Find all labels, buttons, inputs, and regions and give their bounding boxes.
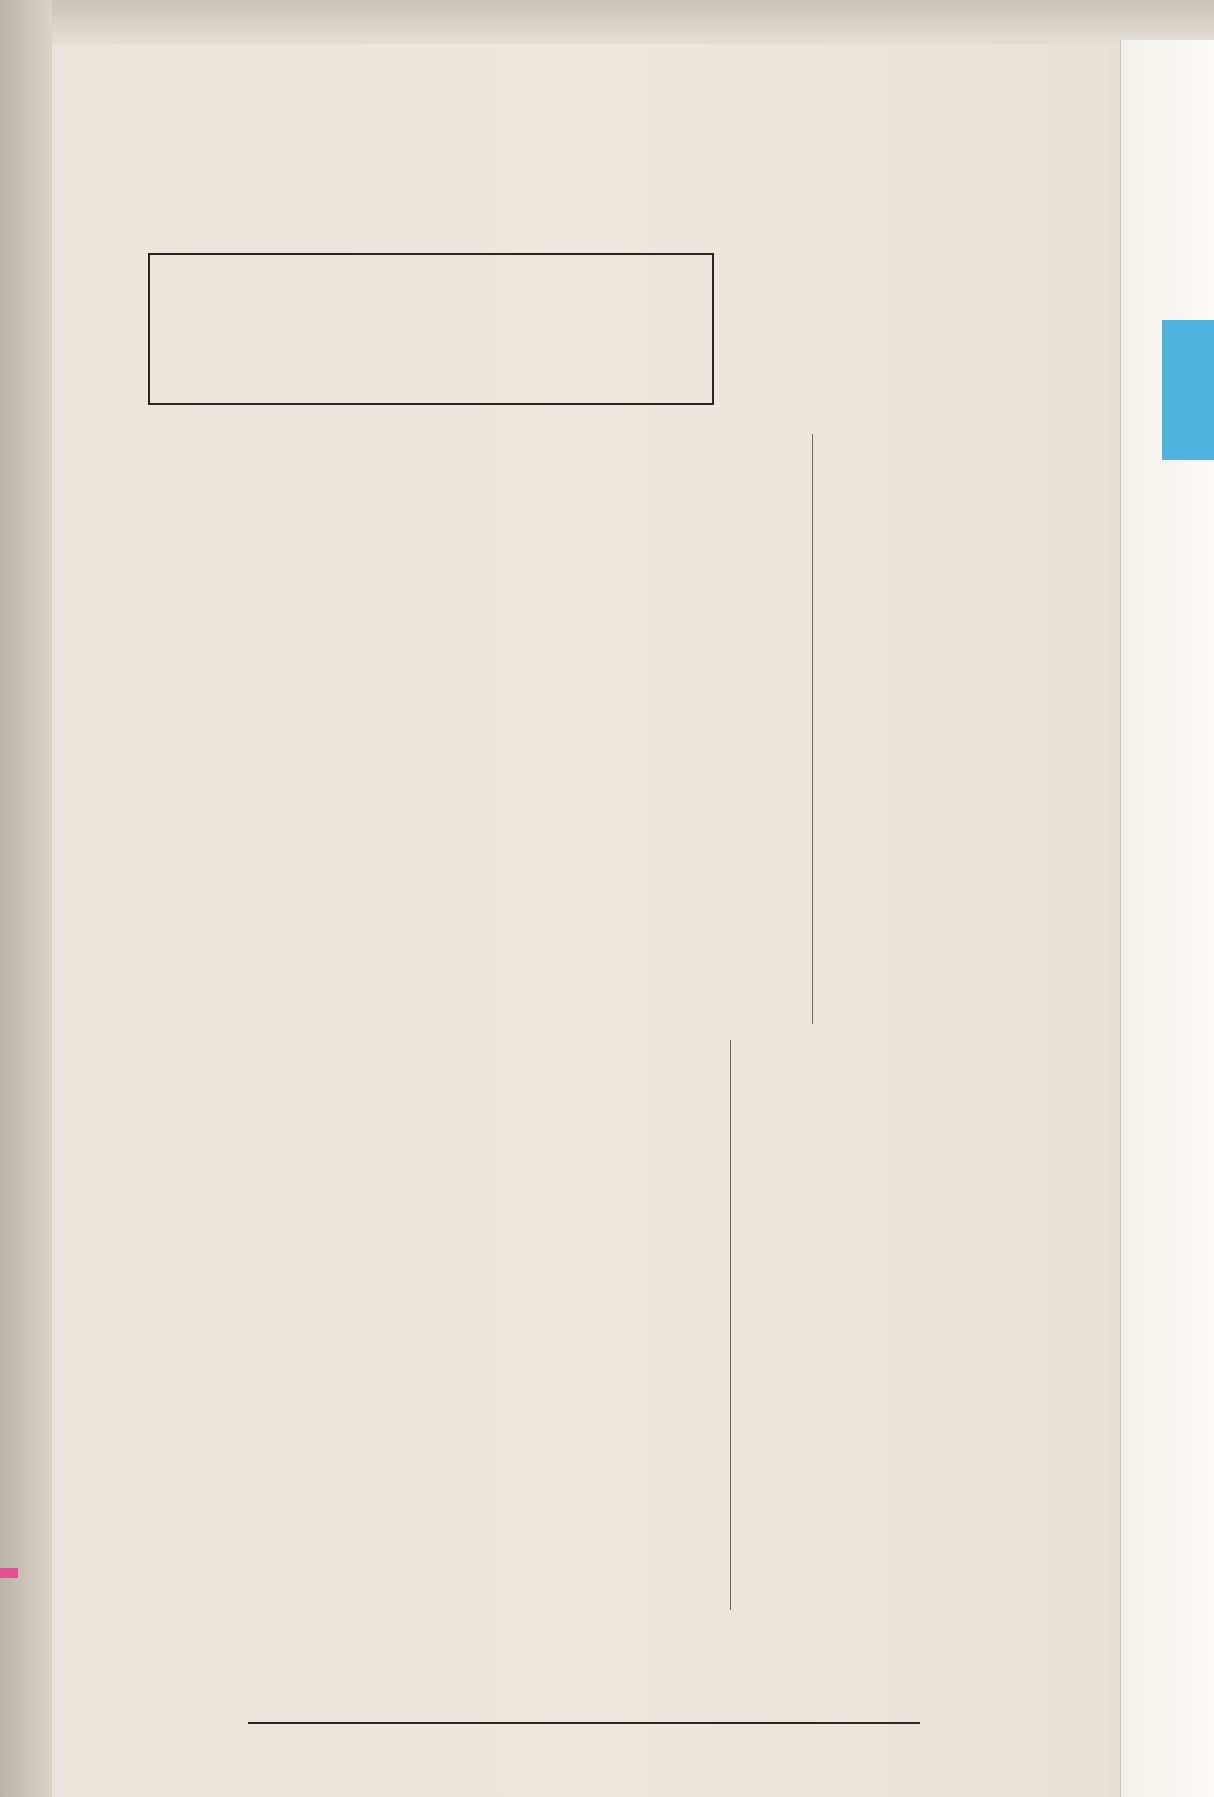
envelope-left-edge xyxy=(0,0,52,1797)
ruler-label xyxy=(1140,60,1200,320)
envelope-top-edge xyxy=(0,0,1214,44)
pink-mark xyxy=(0,1568,18,1578)
body-measurements-box xyxy=(148,253,714,405)
ruler-blue-block xyxy=(1162,320,1214,460)
divider-line xyxy=(730,1040,731,1610)
divider-line xyxy=(812,434,813,1024)
bottom-rule xyxy=(248,1722,920,1724)
